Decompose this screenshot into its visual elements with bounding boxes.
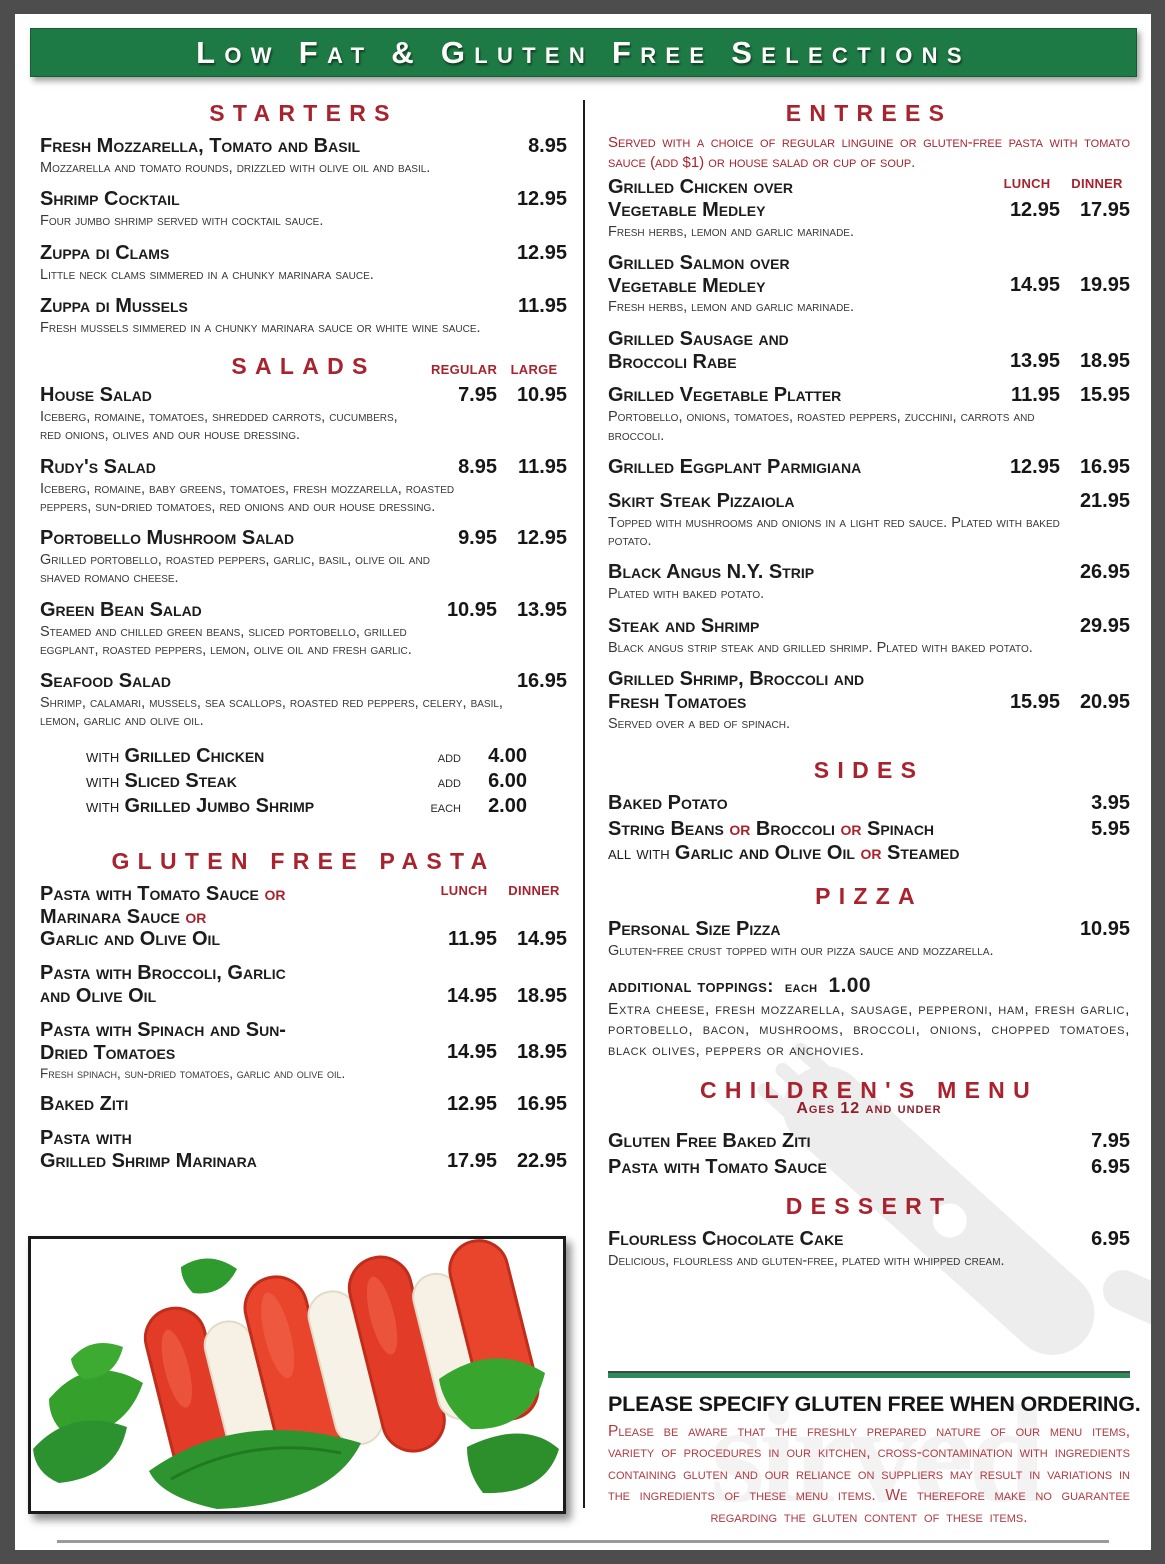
- menu-item: [40, 1093, 567, 1116]
- item-description: Gluten-free crust topped with our pizza sauce and mozzarella.: [608, 942, 994, 959]
- menu-item: [40, 242, 567, 284]
- page-title-banner: [30, 28, 1137, 77]
- menu-item: [40, 962, 567, 1008]
- toppings-price: 1.00: [828, 974, 871, 998]
- menu-item: [40, 1019, 567, 1083]
- item-name: Personal Size Pizza: [608, 917, 781, 940]
- addon-name: with Sliced Steak: [86, 769, 237, 792]
- section-starters: [40, 100, 567, 337]
- item-price-large: 13.95: [516, 598, 567, 621]
- menu-item: [608, 1228, 1130, 1270]
- item-description: Topped with mushrooms and onions in a light red sauce. Plated with baked potato.: [608, 514, 1060, 550]
- menu-item: [40, 135, 567, 177]
- column-divider: [583, 100, 585, 1508]
- menu-item: [40, 883, 567, 951]
- footer-rule: [57, 1540, 1109, 1543]
- item-description: Plated with baked potato.: [608, 586, 765, 603]
- item-price-dinner: 16.95: [516, 1093, 567, 1116]
- menu-item: [40, 1127, 567, 1173]
- item-price-regular: 9.95: [458, 527, 497, 550]
- item-description: Fresh mussels simmered in a chunky marinara sauce or white wine sauce.: [40, 319, 481, 336]
- page-title: Low Fat & Gluten Free Selections: [196, 34, 971, 70]
- menu-item: [608, 668, 1130, 733]
- item-name: Shrimp Cocktail: [40, 188, 180, 211]
- item-name-line: Fresh Tomatoes: [608, 690, 747, 713]
- item-price-dinner: 20.95: [1079, 690, 1130, 713]
- price-column-label: LUNCH: [1003, 176, 1051, 191]
- item-price-dinner: 15.95: [1079, 384, 1130, 407]
- menu-item: [608, 1156, 1130, 1179]
- menu-item: [608, 1130, 1130, 1153]
- section-heading: DESSERT: [785, 1193, 953, 1220]
- section-heading: SALADS: [231, 353, 376, 380]
- item-price-large: 10.95: [516, 384, 567, 407]
- item-price-dinner: 18.95: [1079, 350, 1130, 373]
- right-column: [608, 96, 1130, 1282]
- menu-item: [608, 561, 1130, 603]
- section-gluten-free-pasta: [40, 848, 567, 1173]
- item-price-lunch: [994, 615, 1060, 638]
- price-column-label: REGULAR: [431, 362, 498, 378]
- item-price-lunch: 17.95: [446, 1149, 497, 1172]
- item-price-regular: 7.95: [458, 384, 497, 407]
- item-name-line: Garlic and Olive Oil: [40, 928, 221, 951]
- item-name-line: Pasta with Spinach and Sun-: [40, 1018, 286, 1041]
- item-description: Black angus strip steak and grilled shrimp. Plated with baked potato.: [608, 639, 1033, 656]
- item-description: Fresh herbs, lemon and garlic marinade.: [608, 223, 854, 240]
- item-description: Served over a bed of spinach.: [608, 715, 791, 732]
- item-name-line: Steak and Shrimp: [608, 614, 760, 637]
- item-price-lunch: 13.95: [1009, 350, 1060, 373]
- item-price-dinner: 18.95: [516, 984, 567, 1007]
- item-name-line: Pasta with Tomato Sauce or: [40, 882, 286, 905]
- section-childrens-menu: [608, 1077, 1130, 1179]
- addon-price: 4.00: [488, 744, 527, 767]
- item-price-dinner: 18.95: [516, 1041, 567, 1064]
- item-description: Iceberg, romaine, tomatoes, shredded carrots, cucumbers, red onions, olives and our house dressing.: [40, 409, 398, 444]
- item-price-lunch: [994, 561, 1060, 584]
- item-name-line: Baked Ziti: [40, 1093, 129, 1116]
- disclaimer-body: Please be aware that the freshly prepared nature of our menu items, variety of procedures in our kitchen, cross-contamination with ingredients containing gluten and our reliance on suppliers may result in variations in the ingredients of these menu items. We therefore make no guarantee regarding the gluten content of these items.: [608, 1423, 1130, 1526]
- menu-item: [608, 456, 1130, 479]
- addon-label: each: [430, 798, 461, 816]
- item-price-regular: [431, 670, 497, 693]
- item-description: Little neck clams simmered in a chunky marinara sauce.: [40, 266, 374, 283]
- section-heading: GLUTEN FREE PASTA: [111, 847, 496, 874]
- toppings-each-label: each: [784, 979, 818, 997]
- toppings-title: [608, 974, 1130, 998]
- item-price: 8.95: [528, 135, 567, 157]
- item-name-line: Vegetable Medley: [608, 274, 766, 297]
- item-description: Fresh spinach, sun-dried tomatoes, garlic and olive oil.: [40, 1066, 346, 1082]
- item-name-line: Dried Tomatoes: [40, 1041, 176, 1064]
- item-name-line: Pasta with: [40, 1127, 132, 1150]
- item-price: 11.95: [518, 294, 567, 317]
- addon-name: with Grilled Jumbo Shrimp: [86, 794, 315, 817]
- section-heading: PIZZA: [815, 882, 923, 909]
- item-name-line: Grilled Shrimp, Broccoli and: [608, 667, 865, 690]
- item-name-line: Black Angus N.Y. Strip: [608, 561, 815, 584]
- item-price-regular: 8.95: [458, 455, 497, 478]
- item-price-large: 16.95: [516, 670, 567, 693]
- item-name: Rudy's Salad: [40, 455, 156, 478]
- section-subheading: Ages 12 and under: [796, 1100, 942, 1118]
- item-name: Flourless Chocolate Cake: [608, 1228, 844, 1251]
- item-price-lunch: 12.95: [1009, 455, 1060, 478]
- menu-item: [40, 456, 567, 517]
- item-name: Baked Potato: [608, 791, 728, 814]
- item-name-line: Skirt Steak Pizzaiola: [608, 489, 795, 512]
- menu-item: [608, 490, 1130, 551]
- price-column-label: LUNCH: [440, 882, 488, 898]
- menu-item: [608, 792, 1130, 815]
- item-name-line: Grilled Sausage and: [608, 327, 789, 350]
- item-description: Mozzarella and tomato rounds, drizzled with olive oil and basil.: [40, 160, 431, 176]
- item-name: String Beans or Broccoli or Spinach: [608, 817, 935, 840]
- item-price: 5.95: [1091, 817, 1130, 840]
- menu-item: [40, 295, 567, 337]
- item-price-lunch: 12.95: [1009, 198, 1060, 221]
- item-name-line: Grilled Eggplant Parmigiana: [608, 455, 862, 478]
- item-name: Gluten Free Baked Ziti: [608, 1130, 811, 1153]
- sides-note: all with Garlic and Olive Oil or Steamed: [608, 841, 960, 864]
- menu-item: [40, 670, 567, 731]
- item-name: Fresh Mozzarella, Tomato and Basil: [40, 135, 361, 157]
- entrees-intro: Served with a choice of regular linguine or gluten-free pasta with tomato sauce (add $1) or house salad or cup of soup.: [608, 134, 1130, 171]
- item-name-line: Vegetable Medley: [608, 198, 766, 221]
- menu-item: [40, 188, 567, 230]
- item-price-dinner: 22.95: [516, 1149, 567, 1172]
- item-name-line: Grilled Salmon over: [608, 251, 790, 274]
- item-price-dinner: 26.95: [1079, 561, 1130, 584]
- item-name: Zuppa di Mussels: [40, 294, 188, 317]
- disclaimer-title: PLEASE SPECIFY GLUTEN FREE WHEN ORDERING.: [608, 1392, 1141, 1416]
- item-price-dinner: 19.95: [1079, 274, 1130, 297]
- item-price-regular: 10.95: [446, 598, 497, 621]
- price-column-label: DINNER: [508, 882, 560, 898]
- menu-item: [40, 599, 567, 660]
- item-name-line: Grilled Chicken over: [608, 176, 794, 198]
- item-name: Pasta with Tomato Sauce: [608, 1156, 827, 1179]
- item-name-line: and Olive Oil: [40, 984, 157, 1007]
- item-price-large: 11.95: [518, 455, 567, 478]
- toppings-list: Extra cheese, fresh mozzarella, sausage, pepperoni, ham, fresh garlic, portobello, bacon, mushrooms, broccoli, onions, chopped tomatoes, black olives, peppers or anchovies.: [608, 1001, 1130, 1059]
- addon-price: 2.00: [488, 794, 527, 817]
- item-price: 10.95: [1079, 917, 1130, 940]
- section-heading: STARTERS: [209, 100, 398, 126]
- item-price-dinner: 21.95: [1079, 489, 1130, 512]
- section-heading: SIDES: [813, 756, 925, 783]
- item-price-lunch: 11.95: [1011, 384, 1060, 407]
- menu-item: [608, 918, 1130, 960]
- item-name-line: Pasta with Broccoli, Garlic: [40, 962, 286, 985]
- item-price-dinner: 16.95: [1079, 455, 1130, 478]
- price-column-label: DINNER: [1071, 176, 1123, 191]
- item-name: Portobello Mushroom Salad: [40, 527, 295, 550]
- item-description: Grilled portobello, roasted peppers, garlic, basil, olive oil and shaved romano cheese.: [40, 552, 430, 587]
- caprese-photo: [28, 1236, 566, 1514]
- addon-row: [86, 745, 527, 768]
- toppings-label: additional toppings:: [608, 975, 774, 997]
- item-price-large: 12.95: [516, 527, 567, 550]
- item-price-lunch: [994, 490, 1060, 513]
- menu-item: [608, 818, 1130, 865]
- item-price-lunch: 14.95: [1009, 274, 1060, 297]
- item-price-lunch: 15.95: [1009, 690, 1060, 713]
- item-name-line: Marinara Sauce or: [40, 905, 207, 928]
- item-description: Portobello, onions, tomatoes, roasted peppers, zucchini, carrots and broccoli.: [608, 409, 1035, 444]
- item-price: 6.95: [1091, 1156, 1130, 1179]
- item-description: Four jumbo shrimp served with cocktail sauce.: [40, 213, 324, 230]
- item-name: Zuppa di Clams: [40, 241, 170, 264]
- section-salads: [40, 353, 567, 818]
- addon-name: with Grilled Chicken: [86, 744, 265, 767]
- item-price: 3.95: [1091, 791, 1130, 814]
- price-column-label: LARGE: [510, 362, 558, 378]
- item-name-line: Broccoli Rabe: [608, 350, 737, 373]
- item-price: 12.95: [516, 188, 567, 211]
- addon-price: 6.00: [488, 769, 527, 792]
- section-sides: [608, 757, 1130, 865]
- item-description: Fresh herbs, lemon and garlic marinade.: [608, 299, 854, 316]
- disclaimer-divider: [608, 1371, 1130, 1378]
- item-description: Shrimp, calamari, mussels, sea scallops, roasted red peppers, celery, basil, lemon, garlic and olive oil.: [40, 695, 503, 730]
- item-price-lunch: 12.95: [446, 1093, 497, 1116]
- menu-item: [608, 252, 1130, 317]
- menu-page: [15, 14, 1151, 1550]
- item-name-line: Grilled Shrimp Marinara: [40, 1150, 257, 1173]
- item-price: 7.95: [1091, 1130, 1130, 1153]
- addon-label: add: [437, 748, 461, 766]
- menu-item: [608, 176, 1130, 241]
- addon-row: [86, 770, 527, 793]
- menu-item: [608, 328, 1130, 374]
- item-description: Steamed and chilled green beans, sliced portobello, grilled eggplant, roasted peppers, lemon, olive oil and fresh garlic.: [40, 623, 412, 658]
- salad-addons: [86, 745, 567, 818]
- left-column: [40, 96, 567, 1184]
- addon-row: [86, 795, 527, 818]
- item-price: 6.95: [1091, 1228, 1130, 1251]
- item-price-dinner: 14.95: [516, 928, 567, 951]
- menu-item: [608, 615, 1130, 657]
- menu-item: [608, 384, 1130, 445]
- item-price-lunch: 14.95: [446, 984, 497, 1007]
- item-name: Seafood Salad: [40, 670, 172, 693]
- disclaimer: [608, 1392, 1141, 1528]
- item-price-lunch: 11.95: [448, 928, 497, 951]
- section-heading: ENTREES: [785, 100, 953, 126]
- pizza-toppings: [608, 974, 1130, 1061]
- item-price-dinner: 29.95: [1079, 614, 1130, 637]
- section-heading: CHILDREN'S MENU: [700, 1077, 1038, 1104]
- item-name-line: Grilled Vegetable Platter: [608, 384, 842, 407]
- section-entrees: [608, 100, 1130, 733]
- item-price: 12.95: [516, 241, 567, 264]
- menu-item: [40, 384, 567, 445]
- section-pizza: [608, 883, 1130, 1062]
- addon-label: add: [437, 773, 461, 791]
- menu-item: [40, 527, 567, 588]
- item-name: House Salad: [40, 384, 152, 407]
- item-description: Iceberg, romaine, baby greens, tomatoes, fresh mozzarella, roasted peppers, sun-dried tomatoes, red onions and our house dressing.: [40, 480, 455, 515]
- item-price-dinner: 17.95: [1079, 198, 1130, 221]
- section-dessert: [608, 1193, 1130, 1270]
- item-price-lunch: 14.95: [446, 1041, 497, 1064]
- item-description: Delicious, flourless and gluten-free, plated with whipped cream.: [608, 1253, 1005, 1270]
- item-name: Green Bean Salad: [40, 598, 202, 621]
